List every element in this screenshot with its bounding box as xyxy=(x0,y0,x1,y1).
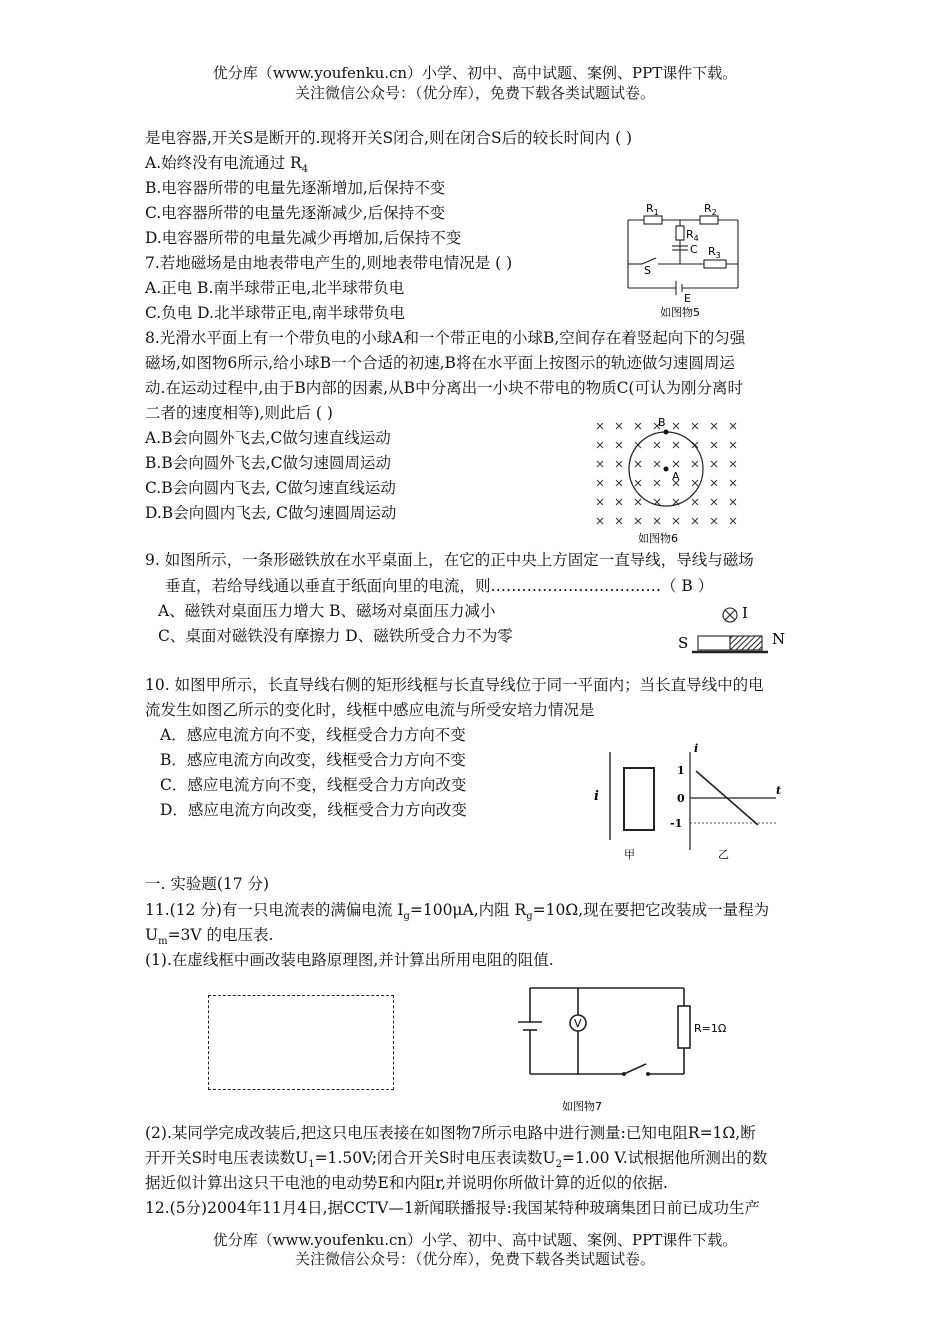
field-cross-mark xyxy=(616,499,622,505)
q11-part-2-line-1: (2).某同学完成改装后,把这只电压表接在如图物7所示电路中进行测量:已知电阻R=1Ω,断 xyxy=(145,1124,756,1142)
field-cross-mark xyxy=(654,461,660,467)
fig5-r1-label: $R_1$ xyxy=(646,202,659,217)
fig5-r2-label: $R_2$ xyxy=(704,202,717,217)
q6-option-c: C.电容器所带的电量先逐渐减少,后保持不变 xyxy=(145,204,446,222)
q11-line-1: 11.(12 分)有一只电流表的满偏电流 $I_g=100\mu A$,内阻 $R_g=10\Omega$,现在要把它改装成一量程为 xyxy=(145,901,770,923)
header-line-2: 关注微信公众号：（优分库），免费下载各类试题试卷。 xyxy=(294,84,655,102)
field-cross-mark xyxy=(711,499,717,505)
field-cross-mark xyxy=(635,518,641,524)
field-cross-mark xyxy=(730,423,736,429)
fig6-b-label: B xyxy=(658,416,666,429)
figure-7-circuit xyxy=(508,978,758,1118)
tick-0-label: 0 xyxy=(677,792,685,805)
answer-box-dashed[interactable] xyxy=(208,995,394,1090)
fig5-r3-label: $R_3$ xyxy=(708,245,721,260)
q10-option-b: B．感应电流方向改变，线框受合力方向不变 xyxy=(160,751,466,769)
field-cross-mark xyxy=(711,518,717,524)
label-yi: 乙 xyxy=(718,848,729,861)
fig7-caption: 如图物7 xyxy=(562,1100,602,1113)
q6-option-a: A.始终没有电流通过 $R_4$ xyxy=(145,154,309,176)
figure-bar-magnet xyxy=(672,600,792,662)
q7-options-ab: A.正电 B.南半球带正电,北半球带负电 xyxy=(145,279,405,297)
header-line-1: 优分库（www.youfenku.cn）小学、初中、高中试题、案例、PPT课件下载。 xyxy=(212,64,738,82)
fig5-caption: 如图物5 xyxy=(660,306,700,319)
tick-minus-1-label: -1 xyxy=(670,817,683,830)
current-label: I xyxy=(742,604,748,622)
field-crosses xyxy=(597,423,736,524)
field-cross-mark xyxy=(635,423,641,429)
q7-options-cd: C.负电 D.北半球带正电,南半球带负电 xyxy=(145,304,405,322)
s-pole-label: S xyxy=(678,634,689,652)
fig5-c-label: C xyxy=(690,243,698,256)
fig6-caption: 如图物6 xyxy=(638,532,678,545)
fig6-a-label: A xyxy=(672,470,680,483)
field-cross-mark xyxy=(711,480,717,486)
field-cross-mark xyxy=(673,442,679,448)
magnet-s-pole xyxy=(698,636,730,650)
q12-line-1: 12.(5分)2004年11月4日,据CCTV—1新闻联播报导:我国某特种玻璃集团日前已成功生产 xyxy=(145,1199,760,1217)
q8-option-c: C.B会向圆内飞去, C做匀速直线运动 xyxy=(145,479,396,497)
q6-stem: 是电容器,开关S是断开的.现将开关S闭合,则在闭合S后的较长时间内 ( ) xyxy=(145,129,633,147)
graph-i-label: i xyxy=(694,742,699,755)
q8-line-1: 8.光滑水平面上有一个带负电的小球A和一个带正电的小球B,空间存在着竖起向下的匀强 xyxy=(145,329,746,347)
q11-part-1: (1).在虚线框中画改装电路原理图,并计算出所用电阻的阻值. xyxy=(145,951,554,969)
q7-stem: 7.若地磁场是由地表带电产生的,则地表带电情况是 ( ) xyxy=(145,254,513,272)
q8-line-4: 二者的速度相等),则此后 ( ) xyxy=(145,404,333,422)
footer-line-1: 优分库（www.youfenku.cn）小学、初中、高中试题、案例、PPT课件下载。 xyxy=(212,1231,738,1249)
footer-line-2: 关注微信公众号：（优分库），免费下载各类试题试卷。 xyxy=(294,1250,655,1268)
q9-options-ab: A、磁铁对桌面压力增大 B、磁场对桌面压力减小 xyxy=(158,602,496,620)
field-cross-mark xyxy=(673,518,679,524)
q8-option-d: D.B会向圆内飞去, C做匀速圆周运动 xyxy=(145,504,397,522)
field-cross-mark xyxy=(616,423,622,429)
figure-10-wire-and-graph xyxy=(588,740,788,866)
q11-part-2-line-2: 开开关S时电压表读数$U_1=1.50V$;闭合开关S时电压表读数$U_2=1.00$ V.试根据他所测出的数 xyxy=(145,1149,768,1171)
q10-line-2: 流发生如图乙所示的变化时，线框中感应电流与所受安培力情况是 xyxy=(145,701,595,719)
q8-line-2: 磁场,如图物6所示,给小球B一个合适的初速,B将在水平面上按图示的轨迹做匀速圆周运 xyxy=(145,354,735,372)
field-cross-mark xyxy=(730,461,736,467)
q6-option-b: B.电容器所带的电量先逐渐增加,后保持不变 xyxy=(145,179,446,197)
field-cross-mark xyxy=(730,499,736,505)
field-cross-mark xyxy=(654,518,660,524)
field-cross-mark xyxy=(635,499,641,505)
field-cross-mark xyxy=(692,461,698,467)
q8-option-b: B.B会向圆外飞去,C做匀速圆周运动 xyxy=(145,454,391,472)
field-cross-mark xyxy=(616,461,622,467)
rectangular-loop xyxy=(624,768,654,830)
field-cross-mark xyxy=(616,442,622,448)
q11-part-2-line-3: 据近似计算出这只干电池的电动势E和内阻r,并说明你所做计算的近似的依据. xyxy=(145,1174,668,1192)
ball-a xyxy=(664,467,669,472)
field-cross-mark xyxy=(635,461,641,467)
fig5-s-label: S xyxy=(644,264,651,277)
q8-line-3: 动.在运动过程中,由于B内部的因素,从B中分离出一小块不带电的物质C(可认为刚分离时 xyxy=(145,379,743,397)
field-cross-mark xyxy=(616,518,622,524)
field-cross-mark xyxy=(711,442,717,448)
q10-option-c: C．感应电流方向不变，线框受合力方向改变 xyxy=(160,776,467,794)
field-cross-mark xyxy=(692,499,698,505)
field-cross-mark xyxy=(597,499,603,505)
fig5-e-label: E xyxy=(684,292,691,305)
field-cross-mark xyxy=(711,423,717,429)
tick-1-label: 1 xyxy=(677,764,685,777)
field-cross-mark xyxy=(673,423,679,429)
figure-5-circuit xyxy=(620,196,750,320)
field-cross-mark xyxy=(597,461,603,467)
field-cross-mark xyxy=(654,480,660,486)
q8-option-a: A.B会向圆外飞去,C做匀速直线运动 xyxy=(145,429,391,447)
q10-option-a: A．感应电流方向不变，线框受合力方向不变 xyxy=(160,726,466,744)
field-cross-mark xyxy=(597,518,603,524)
wire-into-page-icon xyxy=(723,608,737,622)
voltmeter-label: V xyxy=(574,1017,582,1030)
q10-line-1: 10. 如图甲所示，长直导线右侧的矩形线框与长直导线位于同一平面内；当长直导线中的电 xyxy=(145,676,764,694)
field-cross-mark xyxy=(635,480,641,486)
field-cross-mark xyxy=(730,480,736,486)
resistor-label: R=1Ω xyxy=(694,1022,727,1035)
field-cross-mark xyxy=(692,480,698,486)
ball-b xyxy=(664,430,669,435)
magnet-n-pole xyxy=(730,636,762,650)
field-cross-mark xyxy=(692,518,698,524)
field-cross-mark xyxy=(597,423,603,429)
label-jia: 甲 xyxy=(624,848,635,861)
field-cross-mark xyxy=(711,461,717,467)
q9-options-cd: C、桌面对磁铁没有摩擦力 D、磁铁所受合力不为零 xyxy=(158,627,513,645)
q6-option-d: D.电容器所带的电量先减少再增加,后保持不变 xyxy=(145,229,462,247)
field-cross-mark xyxy=(654,442,660,448)
field-cross-mark xyxy=(673,461,679,467)
graph-t-label: t xyxy=(776,784,782,797)
q9-line-1: 9. 如图所示，一条形磁铁放在水平桌面上，在它的正中央上方固定一直导线，导线与磁场 xyxy=(145,551,754,569)
field-cross-mark xyxy=(616,480,622,486)
figure-6-magnetic-field xyxy=(588,414,753,548)
field-cross-mark xyxy=(730,442,736,448)
field-cross-mark xyxy=(730,518,736,524)
n-pole-label: N xyxy=(772,630,786,648)
field-cross-mark xyxy=(597,480,603,486)
q10-option-d: D．感应电流方向改变，线框受合力方向改变 xyxy=(160,801,467,819)
q9-line-2: 垂直，若给导线通以垂直于纸面向里的电流，则……………………………（ B ） xyxy=(165,577,714,595)
q11-line-2: $U_m=3V$ 的电压表. xyxy=(145,926,274,948)
field-cross-mark xyxy=(597,442,603,448)
fig5-r4-label: $R_4$ xyxy=(686,228,699,243)
wire-current-label: i xyxy=(594,789,599,804)
field-cross-mark xyxy=(692,423,698,429)
section-title: 一. 实验题(17 分) xyxy=(145,875,270,893)
